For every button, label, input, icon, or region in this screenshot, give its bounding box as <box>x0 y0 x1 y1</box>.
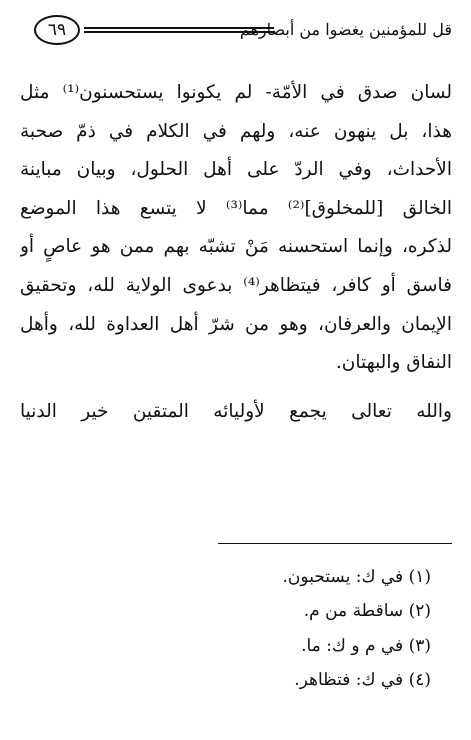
text-line: الإيمان والعرفان، وهو من شرّ أهل العداوة لله، وأهل <box>20 313 452 335</box>
text-line: الأحداث، وفي الردّ على أهل الحلول، وبيان مباينة <box>20 159 452 181</box>
header-title: قل للمؤمنين يغضوا من أبصارهم <box>239 20 452 39</box>
main-text <box>20 74 452 431</box>
text-line: لسان صدق في الأمّة- لم يكونوا يستحسنون⁽¹⁾ مثل <box>20 82 452 103</box>
closing-text-line: والله تعالى يجمع لأوليائه المتقين خير الدنيا <box>20 400 452 422</box>
footnote-separator <box>218 543 452 544</box>
running-header <box>34 15 452 49</box>
page-number: ٦٩ <box>34 15 80 45</box>
footnote: (٤) في ك: فتظاهر. <box>294 669 431 690</box>
text-line: هذا، بل ينهون عنه، ولهم في الكلام في ذمّ صحبة <box>20 120 452 142</box>
text-line: الخالق [للمخلوق]⁽²⁾ مما⁽³⁾ لا يتسع هذا الموضع <box>20 197 452 219</box>
footnote: (٢) ساقطة من م. <box>303 601 431 622</box>
footnote: (٣) في م و ك: ما. <box>301 635 431 656</box>
text-line: لذكره، وإنما استحسنه مَنْ تشبّه بهم ممن هو عاصٍ أو <box>20 236 452 258</box>
footnote: (١) في ك: يستحبون. <box>282 567 431 587</box>
text-line: النفاق والبهتان. <box>335 352 452 374</box>
header-rule <box>84 27 274 33</box>
footnotes <box>31 560 431 697</box>
text-line: فاسق أو كافر، فيتظاهر⁽⁴⁾ بدعوى الولاية لله، وتحقيق <box>20 274 452 296</box>
